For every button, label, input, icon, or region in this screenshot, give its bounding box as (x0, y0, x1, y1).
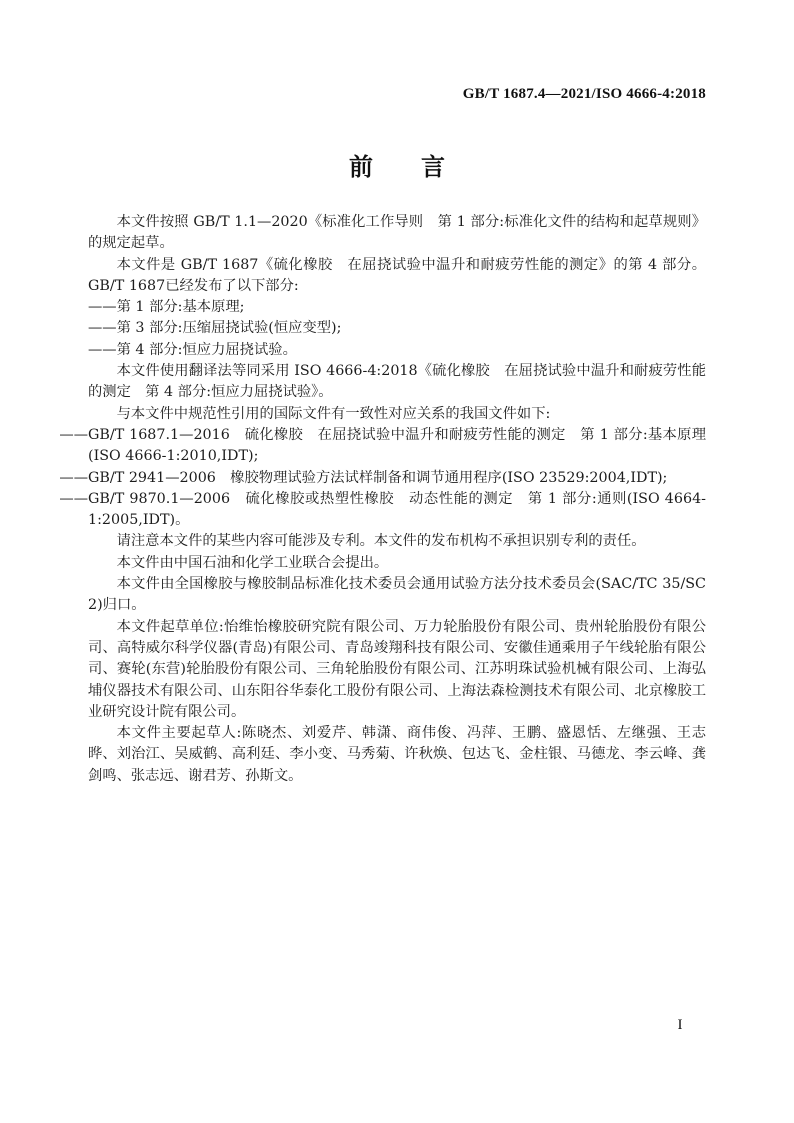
page-title (0, 147, 794, 182)
paragraph-drafting-organizations: 本文件起草单位:怡维怡橡胶研究院有限公司、万力轮胎股份有限公司、贵州轮胎股份有限公司、高特威尔科学仪器(青岛)有限公司、青岛竣翔科技有限公司、安徽佳通乘用子午线轮胎有限公司、赛轮(东营)轮胎股份有限公司、三角轮胎股份有限公司、江苏明珠试验机械有限公司、上海弘埔仪器技术有限公司、山东阳谷华泰化工股份有限公司、上海法森检测技术有限公司、北京橡胶工业研究设计院有限公司。 (88, 618, 707, 720)
part-list-item-4: ——第 4 部分:恒应力屈挠试验。 (88, 341, 297, 358)
foreword-body (59, 212, 707, 787)
part-list-item-3: ——第 3 部分:压缩屈挠试验(恒应变型); (88, 320, 342, 337)
paragraph-patent-notice: 请注意本文件的某些内容可能涉及专利。本文件的发布机构不承担识别专利的责任。 (116, 533, 646, 550)
standard-number-header: GB/T 1687.4—2021/ISO 4666-4:2018 (462, 86, 706, 102)
paragraph-centralized-by: 本文件由全国橡胶与橡胶制品标准化技术委员会通用试验方法分技术委员会(SAC/TC 35/SC 2)归口。 (88, 576, 706, 614)
reference-item-gbt9870-1: ——GB/T 9870.1—2006 硫化橡胶或热塑性橡胶 动态性能的测定 第 1 部分:通则(ISO 4664-1:2005,IDT)。 (59, 490, 706, 529)
reference-item-gbt2941: ——GB/T 2941—2006 橡胶物理试验方法试样制备和调节通用程序(ISO 23529:2004,IDT); (59, 469, 668, 486)
title-char-2: 言 (421, 153, 445, 181)
paragraph-corresponding-docs-intro: 与本文件中规范性引用的国际文件有一致性对应关系的我国文件如下: (116, 405, 551, 422)
paragraph-proposed-by: 本文件由中国石油和化学工业联合会提出。 (116, 554, 389, 571)
paragraph-drafting-rules: 本文件按照 GB/T 1.1—2020《标准化工作导则 第 1 部分:标准化文件的结构和起草规则》的规定起草。 (88, 214, 706, 252)
part-list-item-1: ——第 1 部分:基本原理; (88, 299, 245, 316)
reference-item-gbt1687-1: ——GB/T 1687.1—2016 硫化橡胶 在屈挠试验中温升和耐疲劳性能的测定 第 1 部分:基本原理(ISO 4666-1:2010,IDT); (59, 426, 706, 465)
paragraph-main-drafters: 本文件主要起草人:陈晓杰、刘爱芹、韩潇、商伟俊、冯萍、王鹏、盛恩恬、左继强、王志晔、刘治江、吴威鹤、高利廷、李小变、马秀菊、许秋焕、包达飞、金柱银、马德龙、李云峰、龚剑鸣、张志远、谢君芳、孙斯文。 (88, 725, 706, 784)
paragraph-series-intro: 本文件是 GB/T 1687《硫化橡胶 在屈挠试验中温升和耐疲劳性能的测定》的第 4 部分。GB/T 1687已经发布了以下部分: (88, 256, 706, 294)
paragraph-iso-adoption: 本文件使用翻译法等同采用 ISO 4666-4:2018《硫化橡胶 在屈挠试验中温升和耐疲劳性能的测定 第 4 部分:恒应力屈挠试验》。 (88, 363, 706, 401)
page-number: I (677, 1017, 683, 1033)
title-char-1: 前 (349, 153, 373, 181)
